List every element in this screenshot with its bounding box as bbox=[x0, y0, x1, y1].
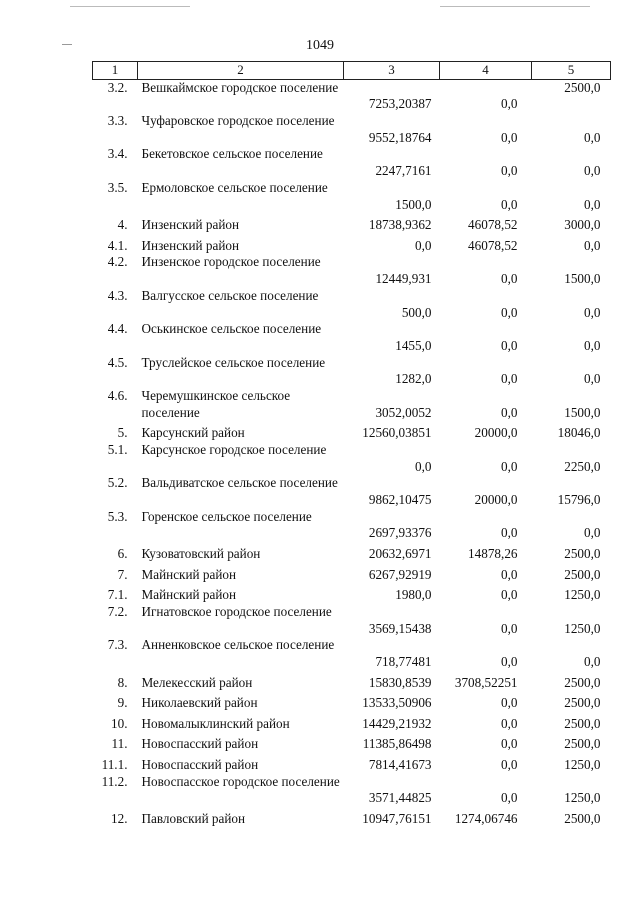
row-name: Карсунское городское поселение bbox=[141, 441, 327, 457]
row-name: Валгусское сельское поселение bbox=[141, 287, 319, 303]
row-number: 4.2. bbox=[107, 254, 128, 270]
row-value-col4: 0,0 bbox=[501, 620, 518, 636]
row-value-col4: 0,0 bbox=[501, 654, 518, 670]
row-number: 4. bbox=[117, 217, 128, 233]
data-table bbox=[92, 61, 611, 828]
row-value-col4: 46078,52 bbox=[468, 217, 518, 233]
row-value-col3: 1980,0 bbox=[395, 587, 432, 603]
table-row bbox=[93, 807, 611, 828]
row-value-col5: 18046,0 bbox=[557, 425, 601, 441]
row-value-col5: 1250,0 bbox=[564, 587, 601, 603]
row-value-col3: 12449,931 bbox=[375, 271, 432, 287]
row-value-col3: 3569,15438 bbox=[368, 620, 432, 636]
row-value-col4: 0,0 bbox=[501, 715, 518, 731]
row-value-col5: 1250,0 bbox=[564, 757, 601, 772]
row-name: Павловский район bbox=[141, 810, 246, 826]
table-row bbox=[93, 509, 611, 542]
table-row bbox=[93, 388, 611, 421]
row-number: 3.5. bbox=[107, 179, 128, 195]
row-number: 3.2. bbox=[107, 79, 128, 95]
row-value-col4: 0,0 bbox=[501, 790, 518, 806]
row-number: 7.2. bbox=[107, 603, 128, 619]
row-value-col5: 3000,0 bbox=[564, 217, 601, 233]
table-row bbox=[93, 254, 611, 287]
table-row bbox=[93, 113, 611, 146]
row-name: Вешкаймское городское поселение bbox=[141, 79, 339, 95]
row-value-col4: 0,0 bbox=[501, 525, 518, 541]
row-value-col5: 2500,0 bbox=[564, 715, 601, 731]
column-header-3: 3 bbox=[344, 62, 440, 80]
row-value-col3: 9862,10475 bbox=[368, 492, 432, 508]
row-value-col3: 3571,44825 bbox=[368, 790, 432, 806]
row-value-col3: 2247,7161 bbox=[375, 163, 432, 179]
row-number: 3.3. bbox=[107, 112, 128, 128]
scan-artifact bbox=[440, 6, 590, 7]
row-name: Инзенский район bbox=[141, 217, 240, 233]
row-number: 5.1. bbox=[107, 441, 128, 457]
row-name: Новоспасское городское поселение bbox=[141, 773, 340, 789]
table-row bbox=[93, 234, 611, 255]
row-value-col3: 1455,0 bbox=[395, 337, 432, 353]
row-value-col5: 2500,0 bbox=[564, 566, 601, 582]
row-number: 11.1. bbox=[101, 757, 128, 772]
row-value-col5: 0,0 bbox=[584, 525, 601, 541]
table-row bbox=[93, 774, 611, 807]
row-number: 8. bbox=[117, 674, 128, 690]
row-number: 11.2. bbox=[101, 773, 128, 789]
row-name: Николаевский район bbox=[141, 695, 258, 711]
row-value-col5: 0,0 bbox=[584, 163, 601, 179]
row-value-col3: 14429,21932 bbox=[362, 715, 432, 731]
row-number: 4.1. bbox=[107, 237, 128, 253]
table-body bbox=[93, 79, 611, 827]
row-name: Новомалыклинский район bbox=[141, 715, 290, 731]
row-value-col4: 0,0 bbox=[501, 695, 518, 711]
row-name: Бекетовское сельское поселение bbox=[141, 146, 323, 162]
row-number: 4.5. bbox=[107, 354, 128, 370]
table-row bbox=[93, 321, 611, 354]
row-number: 9. bbox=[117, 695, 128, 711]
row-value-col3: 1500,0 bbox=[395, 196, 432, 212]
row-number: 6. bbox=[117, 546, 128, 562]
column-header-2: 2 bbox=[138, 62, 344, 80]
row-number: 11. bbox=[111, 736, 128, 752]
row-name: Чуфаровское городское поселение bbox=[141, 112, 335, 128]
row-value-col3: 15830,8539 bbox=[368, 674, 432, 690]
row-value-col5: 0,0 bbox=[584, 371, 601, 387]
table-row bbox=[93, 213, 611, 234]
row-value-col5: 0,0 bbox=[584, 129, 601, 145]
row-name: Новоспасский район bbox=[141, 757, 259, 772]
table-row bbox=[93, 146, 611, 179]
row-number: 4.3. bbox=[107, 287, 128, 303]
row-name: Оськинское сельское поселение bbox=[141, 321, 322, 337]
row-value-col3: 0,0 bbox=[415, 237, 432, 253]
row-value-col4: 3708,52251 bbox=[454, 674, 518, 690]
row-name: Майнский район bbox=[141, 587, 237, 603]
row-value-col4: 0,0 bbox=[501, 271, 518, 287]
row-name: Анненковское сельское поселение bbox=[141, 637, 335, 653]
row-name: Мелекесский район bbox=[141, 674, 253, 690]
row-name: Инзенское городское поселение bbox=[141, 254, 321, 270]
table-row bbox=[93, 79, 611, 113]
row-value-col5: 0,0 bbox=[584, 304, 601, 320]
table-row bbox=[93, 637, 611, 670]
table-row bbox=[93, 753, 611, 774]
row-value-col4: 0,0 bbox=[501, 304, 518, 320]
table-header bbox=[93, 62, 611, 80]
row-number: 7. bbox=[117, 566, 128, 582]
table-row bbox=[93, 604, 611, 637]
row-value-col4: 0,0 bbox=[501, 458, 518, 474]
row-value-col5: 1500,0 bbox=[564, 404, 601, 420]
row-value-col4: 0,0 bbox=[501, 566, 518, 582]
row-name: Майнский район bbox=[141, 566, 237, 582]
row-value-col5: 1250,0 bbox=[564, 790, 601, 806]
row-value-col5: 1250,0 bbox=[564, 620, 601, 636]
row-value-col3: 20632,6971 bbox=[368, 546, 432, 562]
row-value-col4: 0,0 bbox=[501, 196, 518, 212]
row-name: Игнатовское городское поселение bbox=[141, 603, 332, 619]
row-value-col4: 0,0 bbox=[501, 587, 518, 603]
row-value-col4: 0,0 bbox=[501, 96, 518, 112]
row-value-col5: 2500,0 bbox=[564, 736, 601, 752]
row-value-col5: 0,0 bbox=[584, 237, 601, 253]
row-value-col4: 0,0 bbox=[501, 757, 518, 772]
row-value-col5: 2500,0 bbox=[564, 810, 601, 826]
table-row bbox=[93, 442, 611, 475]
column-header-5: 5 bbox=[532, 62, 611, 80]
row-value-col3: 718,77481 bbox=[375, 654, 432, 670]
table-row bbox=[93, 542, 611, 563]
row-number: 7.3. bbox=[107, 637, 128, 653]
row-value-col3: 11385,86498 bbox=[362, 736, 432, 752]
table-row bbox=[93, 563, 611, 584]
row-number: 4.6. bbox=[107, 387, 128, 403]
row-value-col4: 1274,06746 bbox=[454, 810, 518, 826]
row-value-col3: 10947,76151 bbox=[362, 810, 432, 826]
table-row bbox=[93, 691, 611, 712]
row-value-col3: 7814,41673 bbox=[368, 757, 432, 772]
row-number: 5.2. bbox=[107, 475, 128, 491]
row-value-col5: 2500,0 bbox=[564, 546, 601, 562]
table-row bbox=[93, 671, 611, 692]
row-value-col3: 12560,03851 bbox=[362, 425, 432, 441]
row-value-col3: 1282,0 bbox=[395, 371, 432, 387]
table-row bbox=[93, 355, 611, 388]
row-value-col4: 14878,26 bbox=[468, 546, 518, 562]
row-value-col5: 0,0 bbox=[584, 196, 601, 212]
row-value-col5: 2500,0 bbox=[564, 79, 601, 95]
row-value-col3: 18738,9362 bbox=[368, 217, 432, 233]
row-value-col5: 2250,0 bbox=[564, 458, 601, 474]
row-value-col5: 15796,0 bbox=[557, 492, 601, 508]
row-name: Труслейское сельское поселение bbox=[141, 354, 326, 370]
row-value-col4: 0,0 bbox=[501, 337, 518, 353]
table-row bbox=[93, 583, 611, 604]
table-row bbox=[93, 475, 611, 508]
row-number: 5.3. bbox=[107, 508, 128, 524]
page-number: 1049 bbox=[306, 38, 334, 53]
row-value-col3: 6267,92919 bbox=[368, 566, 432, 582]
row-value-col5: 2500,0 bbox=[564, 695, 601, 711]
row-value-col3: 500,0 bbox=[401, 304, 432, 320]
row-name: Инзенский район bbox=[141, 237, 240, 253]
row-number: 3.4. bbox=[107, 146, 128, 162]
table-row bbox=[93, 180, 611, 213]
column-header-1: 1 bbox=[93, 62, 138, 80]
row-number: 4.4. bbox=[107, 321, 128, 337]
table-row bbox=[93, 421, 611, 442]
row-name: Новоспасский район bbox=[141, 736, 259, 752]
row-number: 12. bbox=[111, 810, 128, 826]
row-value-col4: 0,0 bbox=[501, 404, 518, 420]
row-value-col3: 7253,20387 bbox=[368, 96, 432, 112]
row-name: Карсунский район bbox=[141, 425, 245, 441]
row-value-col4: 0,0 bbox=[501, 129, 518, 145]
row-number: 7.1. bbox=[107, 587, 128, 603]
row-value-col3: 3052,0052 bbox=[375, 404, 432, 420]
row-value-col3: 2697,93376 bbox=[368, 525, 432, 541]
row-name: Черемушкинское сельское поселение bbox=[141, 387, 291, 420]
row-number: 10. bbox=[111, 715, 128, 731]
table-row bbox=[93, 732, 611, 753]
row-value-col3: 13533,50906 bbox=[362, 695, 432, 711]
row-value-col4: 0,0 bbox=[501, 371, 518, 387]
header-row bbox=[93, 62, 611, 80]
table-row bbox=[93, 712, 611, 733]
row-value-col4: 0,0 bbox=[501, 163, 518, 179]
row-value-col5: 2500,0 bbox=[564, 674, 601, 690]
row-value-col5: 0,0 bbox=[584, 654, 601, 670]
column-header-4: 4 bbox=[440, 62, 532, 80]
row-value-col3: 0,0 bbox=[415, 458, 432, 474]
table-row bbox=[93, 288, 611, 321]
row-value-col4: 20000,0 bbox=[474, 425, 518, 441]
scan-artifact bbox=[70, 6, 190, 7]
row-name: Ермоловское сельское поселение bbox=[141, 179, 328, 195]
row-name: Вальдиватское сельское поселение bbox=[141, 475, 338, 491]
row-number: 5. bbox=[117, 425, 128, 441]
row-name: Горенское сельское поселение bbox=[141, 508, 312, 524]
row-value-col4: 0,0 bbox=[501, 736, 518, 752]
row-value-col3: 9552,18764 bbox=[368, 129, 432, 145]
row-name: Кузоватовский район bbox=[141, 546, 261, 562]
row-value-col5: 1500,0 bbox=[564, 271, 601, 287]
row-value-col4: 46078,52 bbox=[468, 237, 518, 253]
row-value-col4: 20000,0 bbox=[474, 492, 518, 508]
row-value-col5: 0,0 bbox=[584, 337, 601, 353]
